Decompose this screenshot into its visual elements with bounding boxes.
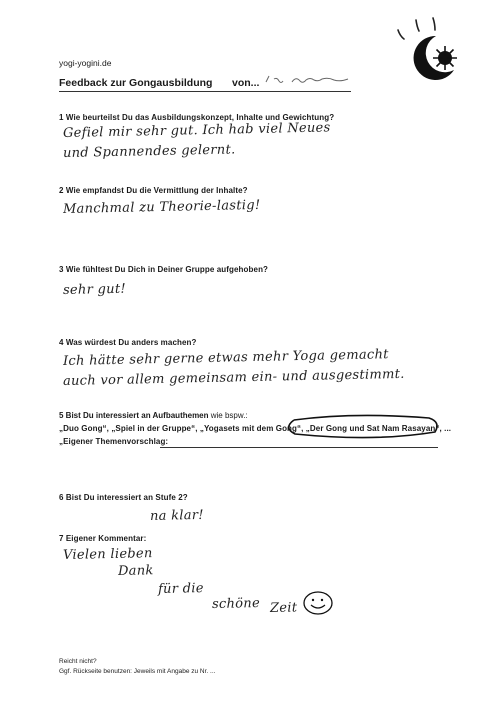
question-7-label: 7 Eigener Kommentar:	[59, 534, 147, 543]
footer-line-1: Reicht nicht?	[59, 658, 97, 665]
comment-line-1: Vielen lieben	[62, 546, 153, 563]
footer-line-2: Ggf. Rückseite benutzen: Jeweils mit Angabe zu Nr. ...	[59, 668, 216, 675]
header-rule	[59, 91, 351, 92]
question-1-label: 1 Wie beurteilst Du das Ausbildungskonzept, Inhalte und Gewichtung?	[59, 113, 335, 122]
name-scribble	[262, 70, 372, 88]
own-topic-label: „Eigener Themenvorschlag:	[59, 437, 169, 446]
question-6-answer: na klar!	[149, 507, 205, 524]
comment-line-2: Dank	[117, 563, 154, 579]
question-1-answer-line-1: Gefiel mir sehr gut. Ich hab viel Neues	[62, 120, 331, 141]
question-3-answer: sehr gut!	[62, 281, 127, 298]
site-name: yogi-yogini.de	[59, 58, 112, 68]
option-yogasets: „Yogasets mit dem Gong“,	[199, 424, 304, 433]
question-3-label: 3 Wie fühltest Du Dich in Deiner Gruppe aufgehoben?	[59, 265, 269, 274]
question-4-label: 4 Was würdest Du anders machen?	[59, 338, 197, 347]
question-5-label	[59, 411, 248, 420]
option-more: ...	[444, 424, 452, 433]
question-5-label-bold: 5 Bist Du interessiert an Aufbauthemen	[59, 411, 209, 420]
question-2-label: 2 Wie empfandst Du die Vermittlung der Inhalte?	[59, 186, 248, 195]
option-sat-nam-rasayan: „Der Gong und Sat Nam Rasayan“,	[305, 424, 442, 433]
question-1-answer-line-2: und Spannendes gelernt.	[62, 142, 236, 161]
question-5-label-rest: wie bspw.:	[208, 411, 248, 420]
option-duo-gong: „Duo Gong“,	[59, 424, 109, 433]
sun-moon-logo-icon	[388, 14, 468, 84]
comment-line-5: Zeit	[269, 600, 298, 616]
question-4-answer-line-2: auch vor allem gemeinsam ein- und ausgestimmt.	[62, 366, 405, 389]
option-spiel-in-der-gruppe: „Spiel in der Gruppe“,	[111, 424, 198, 433]
comment-line-3: für die	[157, 581, 204, 597]
selection-circle	[284, 412, 444, 442]
comment-line-4: schöne	[211, 595, 261, 612]
smiley-icon	[300, 588, 336, 618]
own-topic-line	[160, 447, 438, 448]
question-6-label: 6 Bist Du interessiert an Stufe 2?	[59, 493, 188, 502]
von-label: von...	[232, 77, 260, 89]
page-title: Feedback zur Gongausbildung	[59, 77, 213, 89]
question-4-answer-line-1: Ich hätte sehr gerne etwas mehr Yoga gemacht	[62, 347, 389, 369]
question-2-answer: Manchmal zu Theorie-lastig!	[62, 197, 261, 217]
